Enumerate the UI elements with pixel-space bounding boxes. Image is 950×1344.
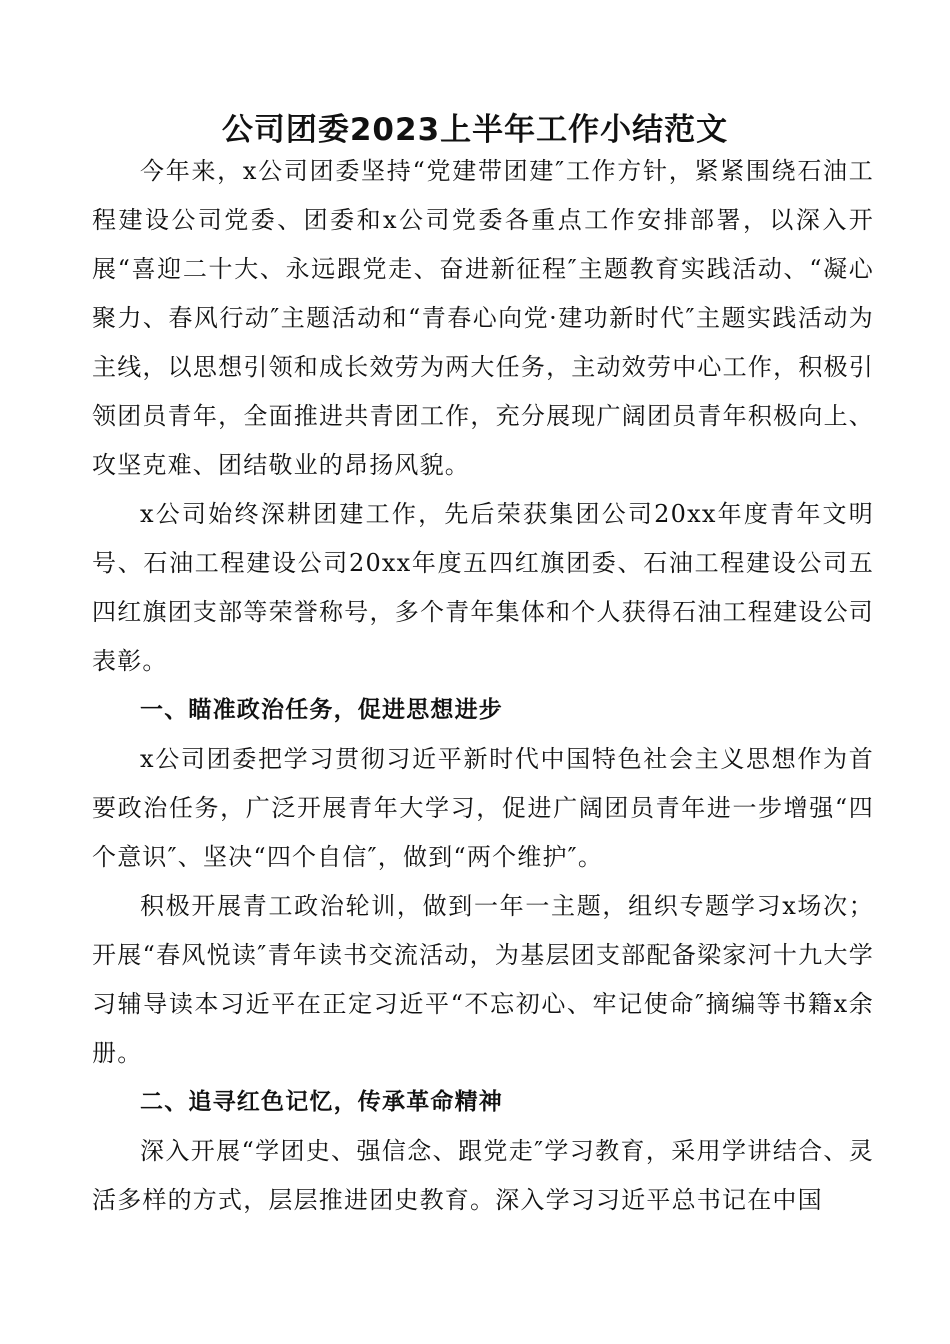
intro-paragraph-2: x公司始终深耕团建工作，先后荣获集团公司20xx年度青年文明号、石油工程建设公司20xx年度五四红旗团委、石油工程建设公司五四红旗团支部等荣誉称号，多个青年集体和个人获得石油工程建设公司表彰。 [92,500,874,675]
section-2-heading: 二、追寻红色记忆，传承革命精神 [140,1089,503,1115]
section-1-heading: 一、瞄准政治任务，促进思想进步 [140,697,503,723]
section-1-paragraph-1: x公司团委把学习贯彻习近平新时代中国特色社会主义思想作为首要政治任务，广泛开展青年大学习，促进广阔团员青年进一步增强“四个意识″、坚决“四个自信″，做到“两个维护″。 [92,745,874,871]
section-1-paragraph-2: 积极开展青工政治轮训，做到一年一主题，组织专题学习x场次；开展“春风悦读″青年读书交流活动，为基层团支部配备梁家河十九大学习辅导读本习近平在正定习近平“不忘初心、牢记使命″摘编等书籍x余册。 [92,892,874,1067]
document-body [92,147,874,1225]
document-title: 公司团委2023上半年工作小结范文 [221,112,729,148]
intro-paragraph-1: 今年来，x公司团委坚持“党建带团建″工作方针，紧紧围绕石油工程建设公司党委、团委和x公司党委各重点工作安排部署，以深入开展“喜迎二十大、永远跟党走、奋进新征程″主题教育实践活动、“凝心聚力、春风行动″主题活动和“青春心向党·建功新时代″主题实践活动为主线，以思想引领和成长效劳为两大任务，主动效劳中心工作，积极引领团员青年，全面推进共青团工作，充分展现广阔团员青年积极向上、攻坚克难、团结敬业的昂扬风貌。 [92,157,874,479]
section-2-paragraph-1: 深入开展“学团史、强信念、跟党走″学习教育，采用学讲结合、灵活多样的方式，层层推进团史教育。深入学习习近平总书记在中国 [92,1137,874,1214]
